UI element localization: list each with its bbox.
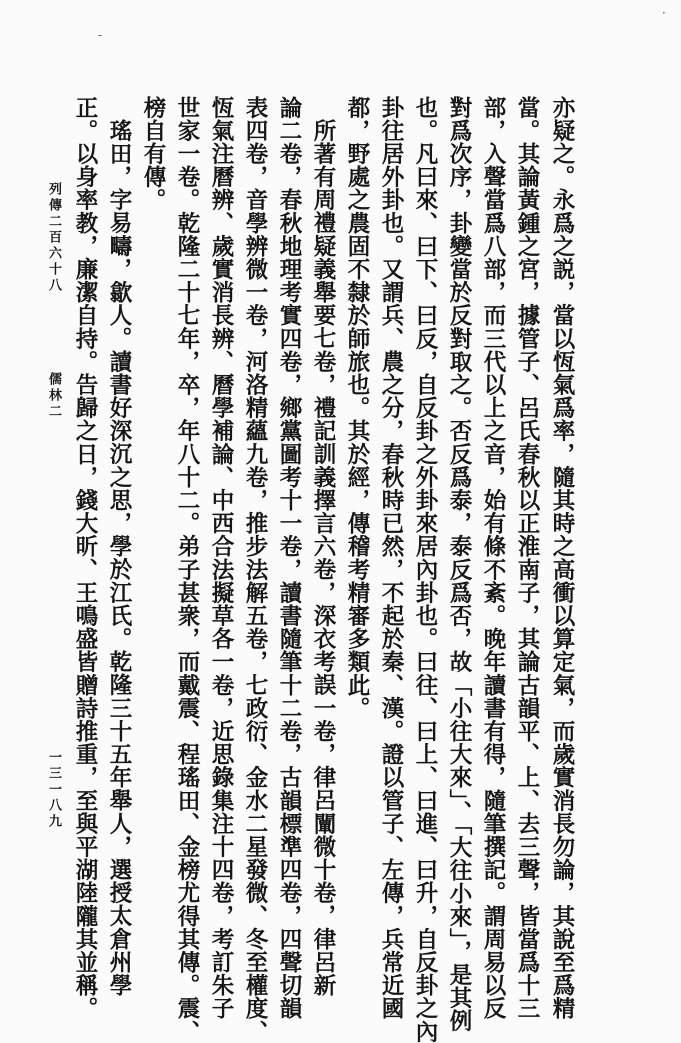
text-column-14: 瑤田，字易疇，歙人。讀書好深沉之思，學於江氏。乾隆三十五年舉人，選授太倉州學 — [106, 119, 132, 997]
page-number: 一三一八九 — [46, 750, 61, 830]
text-column-8: 所著有周禮疑義舉要七卷，禮記訓義擇言六卷，深衣考誤一卷，律呂闡微十卷，律呂新 — [310, 119, 336, 997]
running-head-chapter: 儒林二 — [46, 372, 61, 420]
running-head-section: 列傳二百六十八 — [46, 182, 61, 294]
text-column-6: 卦往居外卦也。又謂兵、農之分，春秋時已然，不起於秦、漢。證以管子、左傳，兵常近國 — [378, 96, 404, 1020]
text-column-10: 表四卷，音學辨微一卷，河洛精蘊九卷，推步法解五卷，七政衍、金水二星發微、冬至權度、 — [242, 96, 268, 1043]
text-column-1: 亦疑之。永爲之説，當以恆氣爲率，隨其時之高衝以算定氣，而歲實消長勿論，其說至爲精 — [549, 96, 575, 1020]
corner-mark: · — [662, 6, 666, 20]
text-column-11: 恆氣注曆辨、歲實消長辨、曆學補論、中西合法擬草各一卷，近思錄集注十四卷，考訂朱子 — [208, 96, 234, 1020]
text-column-12: 世家一卷。乾隆二十七年，卒，年八十二。弟子甚衆，而戴震、程瑤田、金榜尤得其傳。震、 — [174, 96, 200, 1043]
text-column-3: 部，入聲當爲八部，而三代以上之音，始有條不紊。晚年讀書有得，隨筆撰記。謂周易以反 — [480, 96, 506, 1020]
text-column-5: 也。凡曰來、曰下、曰反，自反卦之外卦來居內卦也。曰往、曰上、曰進、曰升，自反卦之內 — [412, 96, 438, 1043]
speck-mark: - — [98, 28, 103, 42]
text-column-7: 都，野處之農固不隸於師旅也。其於經，傳稽考精審多類此。 — [344, 96, 370, 720]
text-column-2: 當。其論黃鍾之宮，據管子、呂氏春秋以正淮南子，其論古韻平、上、去三聲，皆當爲十三 — [514, 96, 540, 1020]
text-column-9: 論二卷，春秋地理考實四卷，鄉黨圖考十一卷，讀書隨筆十二卷，古韻標準四卷，四聲切韻 — [276, 96, 302, 1020]
text-column-15: 正。以身率教，廉潔自持。告歸之日，錢大昕、王鳴盛皆贈詩推重，至與平湖陸隴其並稱。 — [72, 96, 98, 1020]
text-column-4: 對爲次序，卦變當於反對取之。否反爲泰，泰反爲否，故「小往大來」、「大往小來」，是其例 — [446, 96, 472, 1033]
text-column-13: 榜自有傳。 — [140, 96, 166, 212]
